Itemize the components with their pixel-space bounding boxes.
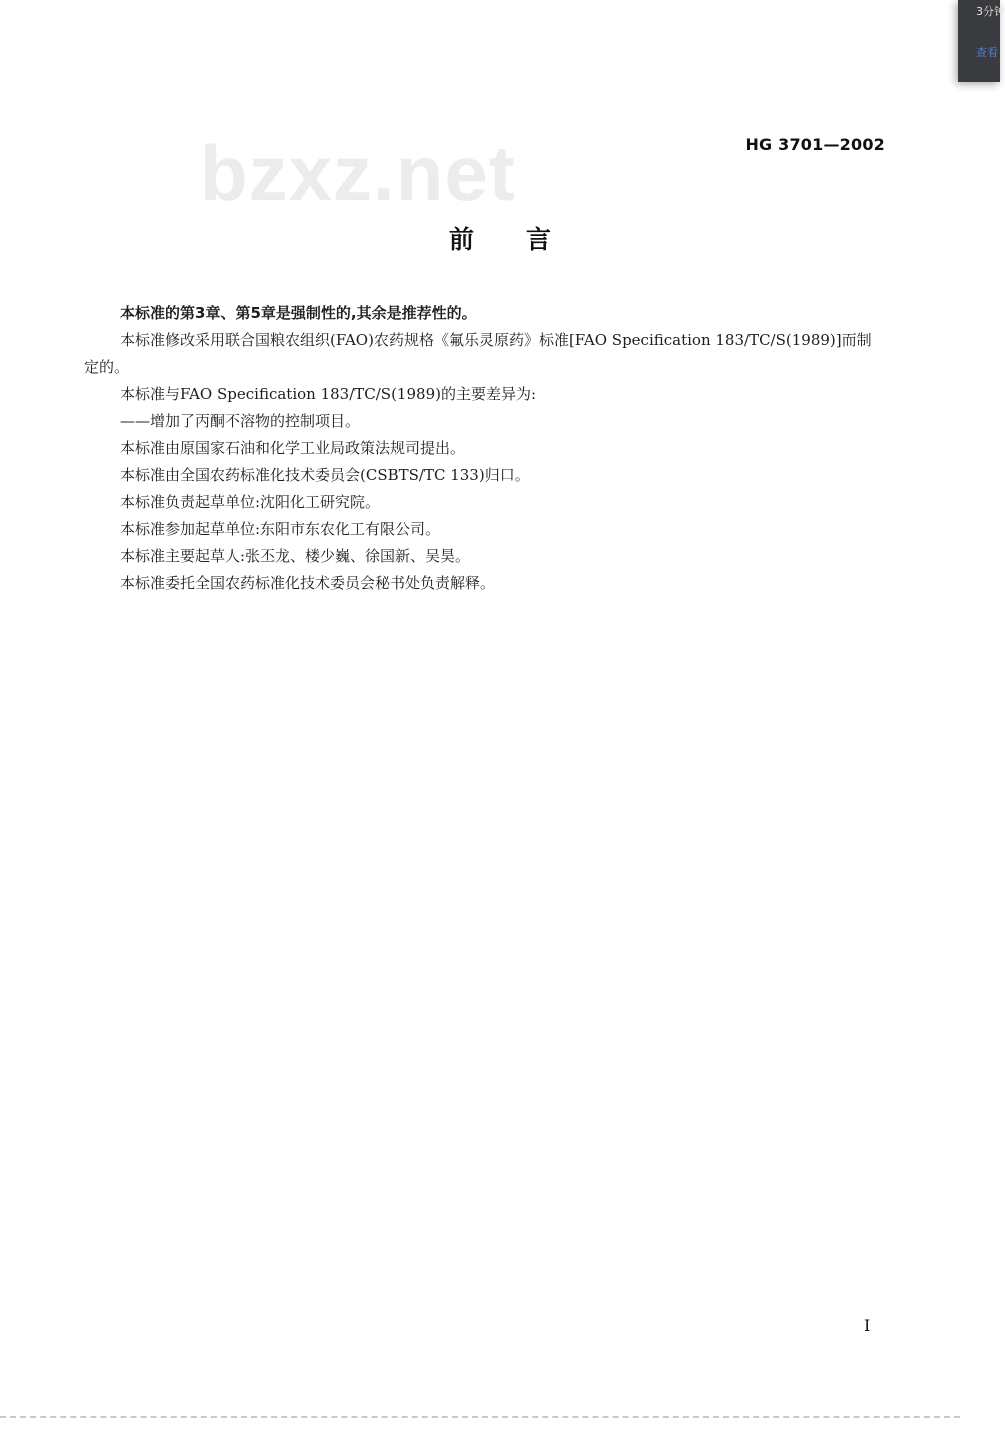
paragraph: 本标准由全国农药标准化技术委员会(CSBTS/TC 133)归口。 bbox=[120, 466, 530, 484]
popup-text: 3分钟 bbox=[976, 5, 1005, 18]
standard-code: HG 3701—2002 bbox=[745, 135, 885, 154]
paragraph: 本标准主要起草人:张丕龙、楼少巍、徐国新、吴昊。 bbox=[120, 547, 471, 565]
paragraph: ——增加了丙酮不溶物的控制项目。 bbox=[120, 412, 361, 430]
paragraph: 本标准的第3章、第5章是强制性的,其余是推荐性的。 bbox=[120, 304, 477, 322]
view-link[interactable]: 查看 bbox=[976, 46, 998, 59]
page-bottom-edge bbox=[0, 1416, 960, 1418]
paragraph: 本标准由原国家石油和化学工业局政策法规司提出。 bbox=[120, 439, 466, 457]
paragraph: 本标准参加起草单位:东阳市东农化工有限公司。 bbox=[120, 520, 441, 538]
paragraph: 本标准委托全国农药标准化技术委员会秘书处负责解释。 bbox=[120, 574, 496, 592]
page-number: I bbox=[864, 1316, 871, 1335]
notification-popup[interactable] bbox=[958, 0, 1005, 82]
preface-body bbox=[84, 300, 886, 597]
watermark: bzxz.net bbox=[200, 129, 516, 217]
paragraph: 本标准负责起草单位:沈阳化工研究院。 bbox=[120, 493, 381, 511]
page-title: 前言 bbox=[448, 225, 603, 254]
paragraph: 本标准与FAO Specification 183/TC/S(1989)的主要差异为: bbox=[120, 385, 537, 403]
paragraph: 本标准修改采用联合国粮农组织(FAO)农药规格《氟乐灵原药》标准[FAO Specification 183/TC/S(1989)]而制定的。 bbox=[84, 331, 872, 376]
